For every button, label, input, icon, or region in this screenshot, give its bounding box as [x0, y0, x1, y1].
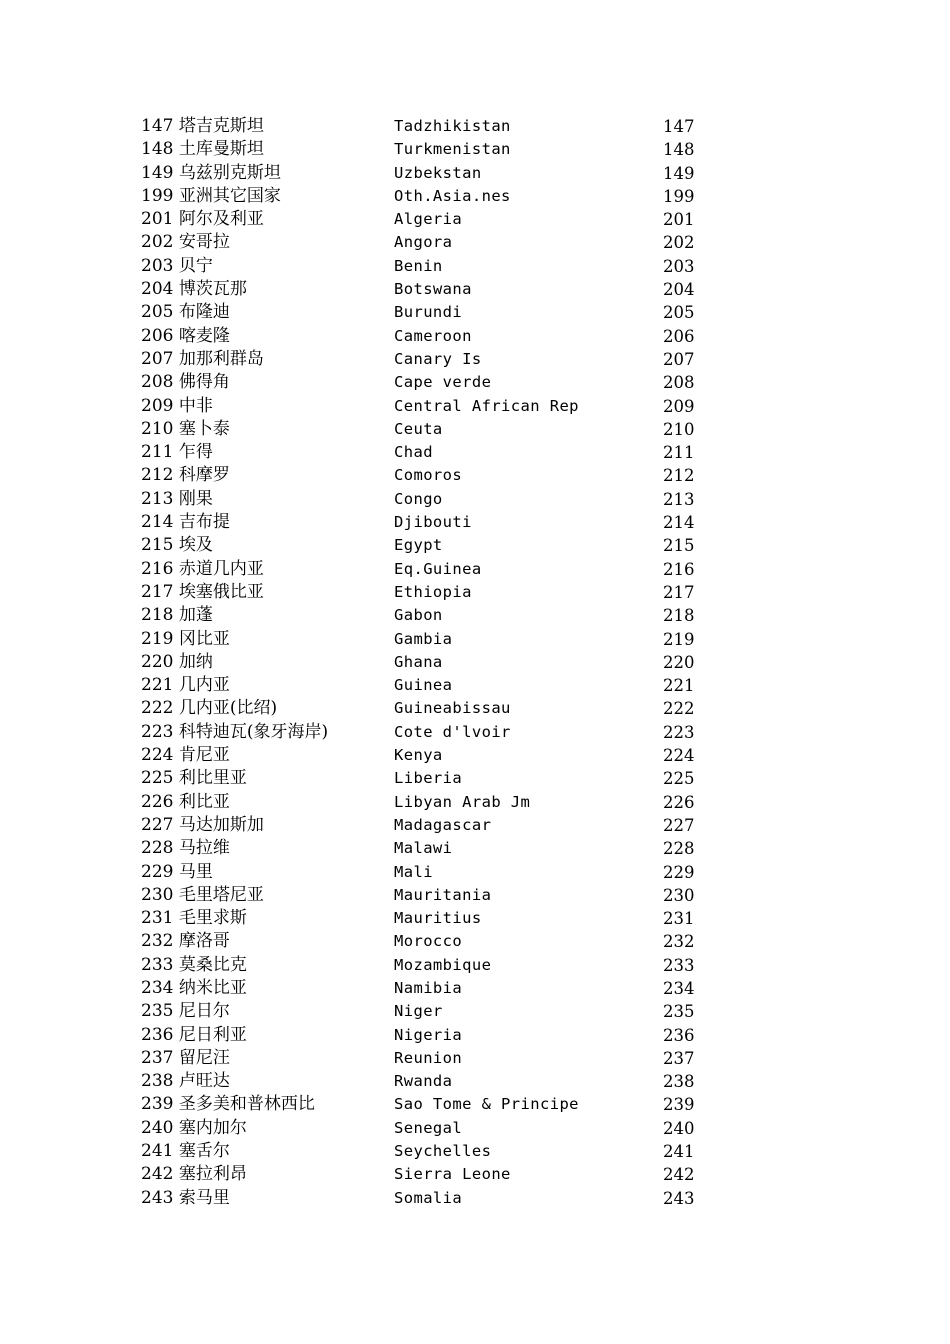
table-row — [141, 185, 701, 208]
country-code-cell: 227 — [663, 815, 695, 835]
country-code-cell: 147 — [663, 117, 695, 136]
english-name-cell: Ghana — [394, 652, 443, 671]
table-row — [141, 674, 701, 697]
chinese-name-cell: 219 冈比亚 — [141, 628, 230, 649]
table-row — [141, 791, 701, 814]
table-row — [141, 767, 701, 790]
table-row — [141, 1093, 701, 1116]
country-code-cell: 231 — [663, 909, 695, 929]
english-name-cell: Central African Rep — [394, 396, 579, 415]
table-row — [141, 1070, 701, 1093]
english-name-cell: Seychelles — [394, 1142, 492, 1161]
country-code-cell: 239 — [663, 1095, 695, 1115]
english-name-cell: Turkmenistan — [394, 140, 511, 159]
english-name-cell: Sao Tome & Principe — [394, 1095, 579, 1114]
chinese-name-cell: 233 莫桑比克 — [141, 954, 247, 975]
country-code-table — [141, 115, 701, 1210]
english-name-cell: Mali — [394, 862, 433, 881]
table-row — [141, 418, 701, 441]
table-row — [141, 325, 701, 348]
country-code-cell: 213 — [663, 489, 695, 509]
chinese-name-cell: 210 塞卜泰 — [141, 418, 230, 439]
table-row — [141, 1140, 701, 1163]
english-name-cell: Namibia — [394, 978, 463, 997]
english-name-cell: Uzbekstan — [394, 163, 482, 182]
english-name-cell: Libyan Arab Jm — [394, 792, 531, 811]
english-name-cell: Canary Is — [394, 349, 482, 368]
chinese-name-cell: 236 尼日利亚 — [141, 1024, 247, 1045]
english-name-cell: Madagascar — [394, 815, 492, 834]
english-name-cell: Kenya — [394, 746, 443, 765]
country-code-cell: 201 — [663, 210, 695, 230]
table-row — [141, 558, 701, 581]
table-row — [141, 884, 701, 907]
country-code-cell: 220 — [663, 652, 695, 672]
country-code-cell: 207 — [663, 349, 695, 369]
table-row — [141, 1187, 701, 1210]
table-row — [141, 1163, 701, 1186]
table-row — [141, 115, 701, 138]
country-code-cell: 216 — [663, 559, 695, 579]
country-code-cell: 223 — [663, 722, 695, 742]
table-row — [141, 208, 701, 231]
english-name-cell: Malawi — [394, 839, 453, 858]
chinese-name-cell: 239 圣多美和普林西比 — [141, 1094, 315, 1115]
chinese-name-cell: 212 科摩罗 — [141, 465, 230, 486]
country-code-cell: 219 — [663, 629, 695, 649]
chinese-name-cell: 207 加那利群岛 — [141, 348, 264, 369]
country-code-cell: 221 — [663, 676, 695, 696]
english-name-cell: Ceuta — [394, 419, 443, 438]
table-row — [141, 814, 701, 837]
english-name-cell: Guineabissau — [394, 699, 511, 718]
table-row — [141, 488, 701, 511]
country-code-cell: 224 — [663, 746, 695, 766]
chinese-name-cell: 218 加蓬 — [141, 605, 213, 626]
country-code-cell: 204 — [663, 280, 695, 300]
country-code-cell: 237 — [663, 1048, 695, 1068]
english-name-cell: Reunion — [394, 1048, 463, 1067]
country-code-cell: 203 — [663, 256, 695, 276]
chinese-name-cell: 225 利比里亚 — [141, 768, 247, 789]
country-code-cell: 148 — [663, 140, 695, 160]
country-code-cell: 214 — [663, 513, 695, 533]
country-code-cell: 230 — [663, 885, 695, 905]
chinese-name-cell: 214 吉布提 — [141, 512, 230, 533]
english-name-cell: Benin — [394, 256, 443, 275]
chinese-name-cell: 203 贝宁 — [141, 255, 213, 276]
chinese-name-cell: 238 卢旺达 — [141, 1071, 230, 1092]
country-code-cell: 232 — [663, 932, 695, 952]
english-name-cell: Oth.Asia.nes — [394, 186, 511, 205]
chinese-name-cell: 241 塞舌尔 — [141, 1141, 230, 1162]
table-row — [141, 837, 701, 860]
chinese-name-cell: 237 留尼汪 — [141, 1047, 230, 1068]
table-row — [141, 371, 701, 394]
table-row — [141, 954, 701, 977]
chinese-name-cell: 216 赤道几内亚 — [141, 558, 264, 579]
chinese-name-cell: 235 尼日尔 — [141, 1001, 230, 1022]
english-name-cell: Burundi — [394, 303, 463, 322]
chinese-name-cell: 229 马里 — [141, 861, 213, 882]
chinese-name-cell: 205 布隆迪 — [141, 302, 230, 323]
english-name-cell: Djibouti — [394, 513, 472, 532]
table-row — [141, 278, 701, 301]
english-name-cell: Somalia — [394, 1188, 463, 1207]
country-code-cell: 209 — [663, 396, 695, 416]
country-code-cell: 226 — [663, 792, 695, 812]
chinese-name-cell: 222 几内亚(比绍) — [141, 698, 278, 719]
table-row — [141, 581, 701, 604]
country-code-cell: 218 — [663, 606, 695, 626]
country-code-cell: 199 — [663, 186, 695, 206]
country-code-cell: 235 — [663, 1002, 695, 1022]
chinese-name-cell: 243 索马里 — [141, 1187, 230, 1208]
english-name-cell: Cameroon — [394, 326, 472, 345]
english-name-cell: Rwanda — [394, 1072, 453, 1091]
country-code-cell: 222 — [663, 699, 695, 719]
chinese-name-cell: 224 肯尼亚 — [141, 745, 230, 766]
table-row — [141, 977, 701, 1000]
english-name-cell: Chad — [394, 443, 433, 462]
english-name-cell: Mauritania — [394, 885, 492, 904]
english-name-cell: Cote d'lvoir — [394, 722, 511, 741]
country-code-cell: 236 — [663, 1025, 695, 1045]
table-row — [141, 511, 701, 534]
table-row — [141, 441, 701, 464]
country-code-cell: 215 — [663, 536, 695, 556]
country-code-cell: 206 — [663, 326, 695, 346]
table-row — [141, 464, 701, 487]
chinese-name-cell: 221 几内亚 — [141, 675, 230, 696]
table-row — [141, 534, 701, 557]
table-row — [141, 651, 701, 674]
chinese-name-cell: 220 加纳 — [141, 651, 213, 672]
english-name-cell: Comoros — [394, 466, 463, 485]
table-row — [141, 930, 701, 953]
chinese-name-cell: 206 喀麦隆 — [141, 325, 230, 346]
english-name-cell: Senegal — [394, 1118, 463, 1137]
english-name-cell: Botswana — [394, 280, 472, 299]
table-row — [141, 721, 701, 744]
table-row — [141, 348, 701, 371]
chinese-name-cell: 208 佛得角 — [141, 372, 230, 393]
table-row — [141, 697, 701, 720]
chinese-name-cell: 213 刚果 — [141, 488, 213, 509]
country-code-cell: 242 — [663, 1165, 695, 1185]
english-name-cell: Nigeria — [394, 1025, 463, 1044]
english-name-cell: Mozambique — [394, 955, 492, 974]
table-row — [141, 255, 701, 278]
chinese-name-cell: 209 中非 — [141, 395, 213, 416]
country-code-cell: 234 — [663, 978, 695, 998]
english-name-cell: Congo — [394, 489, 443, 508]
chinese-name-cell: 226 利比亚 — [141, 791, 230, 812]
english-name-cell: Liberia — [394, 769, 463, 788]
country-code-cell: 211 — [663, 443, 695, 463]
table-row — [141, 744, 701, 767]
english-name-cell: Egypt — [394, 536, 443, 555]
country-code-cell: 233 — [663, 955, 695, 975]
chinese-name-cell: 240 塞内加尔 — [141, 1117, 247, 1138]
chinese-name-cell: 148 土库曼斯坦 — [141, 139, 264, 160]
country-code-cell: 240 — [663, 1118, 695, 1138]
english-name-cell: Mauritius — [394, 909, 482, 928]
chinese-name-cell: 201 阿尔及利亚 — [141, 209, 264, 230]
chinese-name-cell: 211 乍得 — [141, 442, 213, 463]
english-name-cell: Angora — [394, 233, 453, 252]
table-row — [141, 231, 701, 254]
table-row — [141, 628, 701, 651]
table-row — [141, 1117, 701, 1140]
country-code-cell: 202 — [663, 233, 695, 253]
chinese-name-cell: 227 马达加斯加 — [141, 814, 264, 835]
english-name-cell: Sierra Leone — [394, 1165, 511, 1184]
country-code-cell: 238 — [663, 1072, 695, 1092]
english-name-cell: Cape verde — [394, 373, 492, 392]
country-code-cell: 212 — [663, 466, 695, 486]
english-name-cell: Gabon — [394, 606, 443, 625]
table-row — [141, 138, 701, 161]
country-code-cell: 241 — [663, 1142, 695, 1162]
table-row — [141, 604, 701, 627]
english-name-cell: Ethiopia — [394, 582, 472, 601]
chinese-name-cell: 223 科特迪瓦(象牙海岸) — [141, 721, 329, 742]
country-code-cell: 208 — [663, 373, 695, 393]
chinese-name-cell: 230 毛里塔尼亚 — [141, 884, 264, 905]
country-code-cell: 217 — [663, 582, 695, 602]
table-row — [141, 395, 701, 418]
table-row — [141, 301, 701, 324]
chinese-name-cell: 149 乌兹别克斯坦 — [141, 162, 281, 183]
english-name-cell: Guinea — [394, 676, 453, 695]
english-name-cell: Niger — [394, 1002, 443, 1021]
country-code-cell: 229 — [663, 862, 695, 882]
table-row — [141, 162, 701, 185]
chinese-name-cell: 215 埃及 — [141, 535, 213, 556]
chinese-name-cell: 204 博茨瓦那 — [141, 279, 247, 300]
chinese-name-cell: 231 毛里求斯 — [141, 908, 247, 929]
chinese-name-cell: 242 塞拉利昂 — [141, 1164, 247, 1185]
english-name-cell: Gambia — [394, 629, 453, 648]
english-name-cell: Eq.Guinea — [394, 559, 482, 578]
country-code-cell: 149 — [663, 163, 695, 183]
table-row — [141, 1000, 701, 1023]
chinese-name-cell: 228 马拉维 — [141, 838, 230, 859]
chinese-name-cell: 234 纳米比亚 — [141, 977, 247, 998]
table-row — [141, 907, 701, 930]
table-row — [141, 861, 701, 884]
country-code-cell: 205 — [663, 303, 695, 323]
country-code-cell: 225 — [663, 769, 695, 789]
chinese-name-cell: 147 塔吉克斯坦 — [141, 116, 264, 136]
country-code-cell: 210 — [663, 419, 695, 439]
english-name-cell: Tadzhikistan — [394, 117, 511, 135]
table-row — [141, 1047, 701, 1070]
english-name-cell: Morocco — [394, 932, 463, 951]
country-code-cell: 243 — [663, 1188, 695, 1208]
country-code-cell: 228 — [663, 839, 695, 859]
english-name-cell: Algeria — [394, 210, 463, 229]
chinese-name-cell: 232 摩洛哥 — [141, 931, 230, 952]
chinese-name-cell: 202 安哥拉 — [141, 232, 230, 253]
chinese-name-cell: 217 埃塞俄比亚 — [141, 581, 264, 602]
chinese-name-cell: 199 亚洲其它国家 — [141, 185, 281, 206]
table-row — [141, 1024, 701, 1047]
